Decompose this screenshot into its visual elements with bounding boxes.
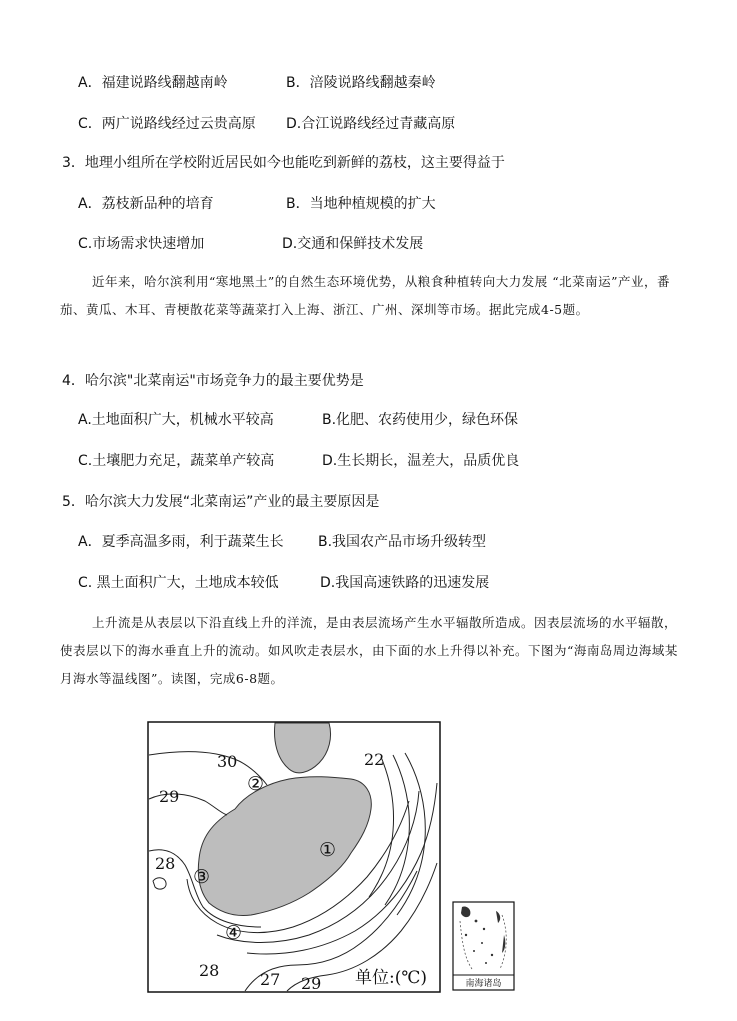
q3-option-d[interactable]: D.交通和保鲜技术发展: [282, 236, 424, 252]
q5-option-d[interactable]: D.我国高速铁路的迅速发展: [320, 575, 490, 591]
small-island: [153, 878, 166, 889]
isotherm-label: 29: [159, 787, 180, 806]
q2-option-a[interactable]: A．福建说路线翻越南岭: [78, 75, 228, 91]
inset-caption: 南海诸岛: [465, 979, 502, 989]
inset-map-svg: [452, 901, 515, 991]
passage-upwelling: 上升流是从表层以下沿直线上升的洋流，是由表层流场产生水平辐散所造成。因表层流场的水平辐散，使表层以下的海水垂直上升的流动。如风吹走表层水，由下面的水上升得以补充。下图为“海南岛周边海域某月海水等温线图”。读图，完成6-8题。: [60, 615, 678, 686]
marker-1: ①: [319, 839, 337, 861]
q4-option-d[interactable]: D.生长期长，温差大，品质优良: [322, 453, 520, 469]
isotherm-label: 27: [260, 970, 281, 989]
q4-option-c[interactable]: C.土壤肥力充足，蔬菜单产较高: [78, 453, 275, 469]
q3-option-a[interactable]: A．荔枝新品种的培育: [78, 196, 214, 212]
isotherm-map: [147, 721, 441, 993]
q4-option-a[interactable]: A.土地面积广大，机械水平较高: [78, 412, 274, 428]
inset-map: [452, 901, 515, 991]
q5-option-b[interactable]: B.我国农产品市场升级转型: [318, 534, 487, 550]
q3-option-c[interactable]: C.市场需求快速增加: [78, 236, 205, 252]
map-unit-label: 单位:(℃): [355, 968, 428, 988]
q4-stem: 4．哈尔滨"北菜南运"市场竞争力的最主要优势是: [62, 373, 364, 389]
q2-option-c[interactable]: C．两广说路线经过云贵高原: [78, 116, 256, 132]
isotherm-label: 29: [301, 974, 322, 993]
marker-3: ③: [193, 866, 211, 888]
q2-option-d[interactable]: D.合江说路线经过青藏高原: [286, 116, 456, 132]
isotherm-label: 28: [155, 854, 176, 873]
q2-option-b[interactable]: B．涪陵说路线翻越秦岭: [286, 75, 436, 91]
q4-option-b[interactable]: B.化肥、农药使用少，绿色环保: [322, 412, 519, 428]
marker-2: ②: [247, 773, 265, 795]
q5-option-c[interactable]: C. 黑土面积广大，土地成本较低: [78, 575, 279, 591]
q3-stem: 3．地理小组所在学校附近居民如今也能吃到新鲜的荔枝，这主要得益于: [62, 155, 505, 171]
isotherm-label: 28: [199, 961, 220, 980]
q3-option-b[interactable]: B．当地种植规模的扩大: [286, 196, 436, 212]
passage-harbin: 近年来，哈尔滨利用“寒地黑土”的自然生态环境优势，从粮食种植转向大力发展 “北菜南运”产业，番茄、黄瓜、木耳、青梗散花菜等蔬菜打入上海、浙江、广州、深圳等市场。据此完成4-5题。: [60, 274, 671, 317]
isotherm-label: 30: [217, 752, 238, 771]
q5-stem: 5．哈尔滨大力发展“北菜南运”产业的最主要原因是: [62, 494, 380, 510]
isotherm-label: 22: [364, 750, 385, 769]
isotherm-map-svg: [147, 721, 441, 993]
q5-option-a[interactable]: A．夏季高温多雨，利于蔬菜生长: [78, 534, 284, 550]
marker-4: ④: [225, 922, 243, 944]
